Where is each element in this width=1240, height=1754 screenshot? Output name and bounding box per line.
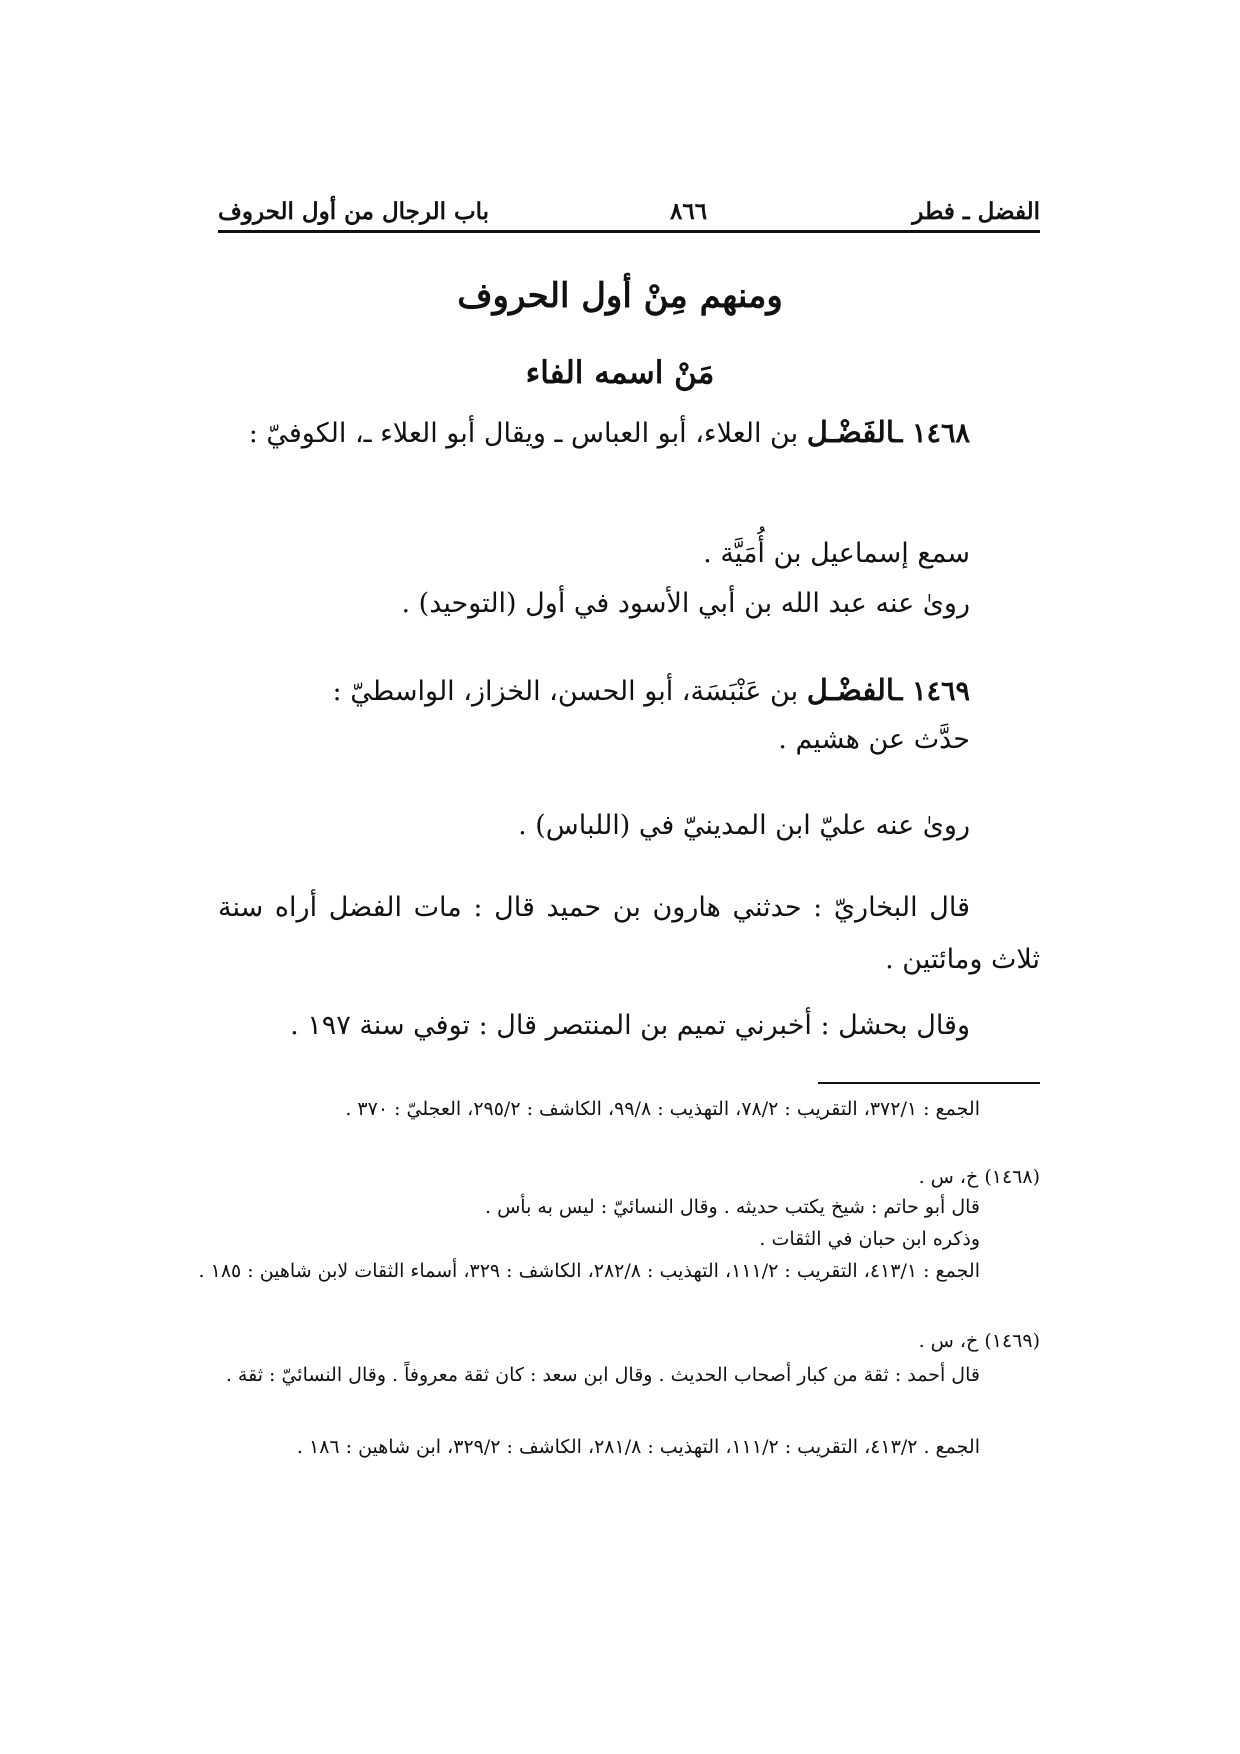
section-title: ومنهم مِنْ أول الحروف bbox=[457, 276, 783, 316]
entry-1469-line-1: حدَّث عن هشيم . bbox=[778, 724, 970, 755]
running-header-right: الفضل ـ فطر bbox=[912, 198, 1040, 225]
entry-description: بن عَنْبَسَة، أبو الحسن، الخزاز، الواسطيّ : bbox=[332, 676, 807, 707]
footnote-rule bbox=[818, 1082, 1040, 1084]
entry-1468-heading bbox=[218, 406, 1040, 460]
entry-description: بن العلاء، أبو العباس ـ ويقال أبو العلاء ـ، الكوفيّ : bbox=[248, 418, 807, 449]
footnote-1469-line-a: قال أحمد : ثقة من كبار أصحاب الحديث . وقال ابن سعد : كان ثقة معروفاً . وقال النسائيّ : ثقة . bbox=[225, 1364, 980, 1386]
entry-number: ١٤٦٩ ـ bbox=[894, 676, 970, 707]
entry-name: الفضْـل bbox=[806, 673, 895, 707]
footnote-1469-number: (١٤٦٩) خ، س . bbox=[918, 1330, 1040, 1352]
footnote-1468-number: (١٤٦٨) خ، س . bbox=[918, 1166, 1040, 1188]
entry-name: الفَضْـل bbox=[806, 415, 895, 449]
entry-1468-line-2: روىٰ عنه عبد الله بن أبي الأسود في أول (التوحيد) . bbox=[401, 588, 970, 619]
header-rule bbox=[218, 230, 1040, 233]
footnote-1468-line-c: الجمع : ٤١٣/١، التقريب : ١١١/٢، التهذيب : ٢٨٢/٨، الكاشف : ٣٢٩، أسماء الثقات لابن شاهين : ١٨٥ . bbox=[198, 1260, 980, 1282]
entry-1469-line-2: روىٰ عنه عليّ ابن المدينيّ في (اللباس) . bbox=[518, 810, 970, 841]
entry-1469-line-4: وقال بحشل : أخبرني تميم بن المنتصر قال : توفي سنة ١٩٧ . bbox=[290, 1010, 970, 1041]
entry-1469-line-3: قال البخاريّ : حدثني هارون بن حميد قال : مات الفضل أراه سنة ثلاث ومائتين . bbox=[218, 892, 1040, 975]
running-header-left: باب الرجال من أول الحروف bbox=[218, 198, 490, 225]
page-number: ٨٦٦ bbox=[670, 198, 708, 225]
entry-number: ١٤٦٨ ـ bbox=[894, 418, 970, 449]
footnote-1468-line-b: وذكره ابن حبان في الثقات . bbox=[759, 1228, 980, 1250]
footnote-1468-line-a: قال أبو حاتم : شيخ يكتب حديثه . وقال النسائيّ : ليس به بأس . bbox=[485, 1196, 980, 1218]
entry-1469-heading bbox=[218, 664, 1040, 718]
section-subtitle: مَنْ اسمه الفاء bbox=[525, 355, 715, 391]
entry-1468-line-1: سمع إسماعيل بن أُمَيَّة . bbox=[703, 538, 970, 569]
footnote-1469-line-b: الجمع . ٤١٣/٢، التقريب : ١١١/٢، التهذيب : ٢٨١/٨، الكاشف : ٣٢٩/٢، ابن شاهين : ١٨٦ . bbox=[296, 1436, 980, 1458]
footnote-general: الجمع : ٣٧٢/١، التقريب : ٧٨/٢، التهذيب : ٩٩/٨، الكاشف : ٢٩٥/٢، العجليّ : ٣٧٠ . bbox=[345, 1098, 980, 1120]
